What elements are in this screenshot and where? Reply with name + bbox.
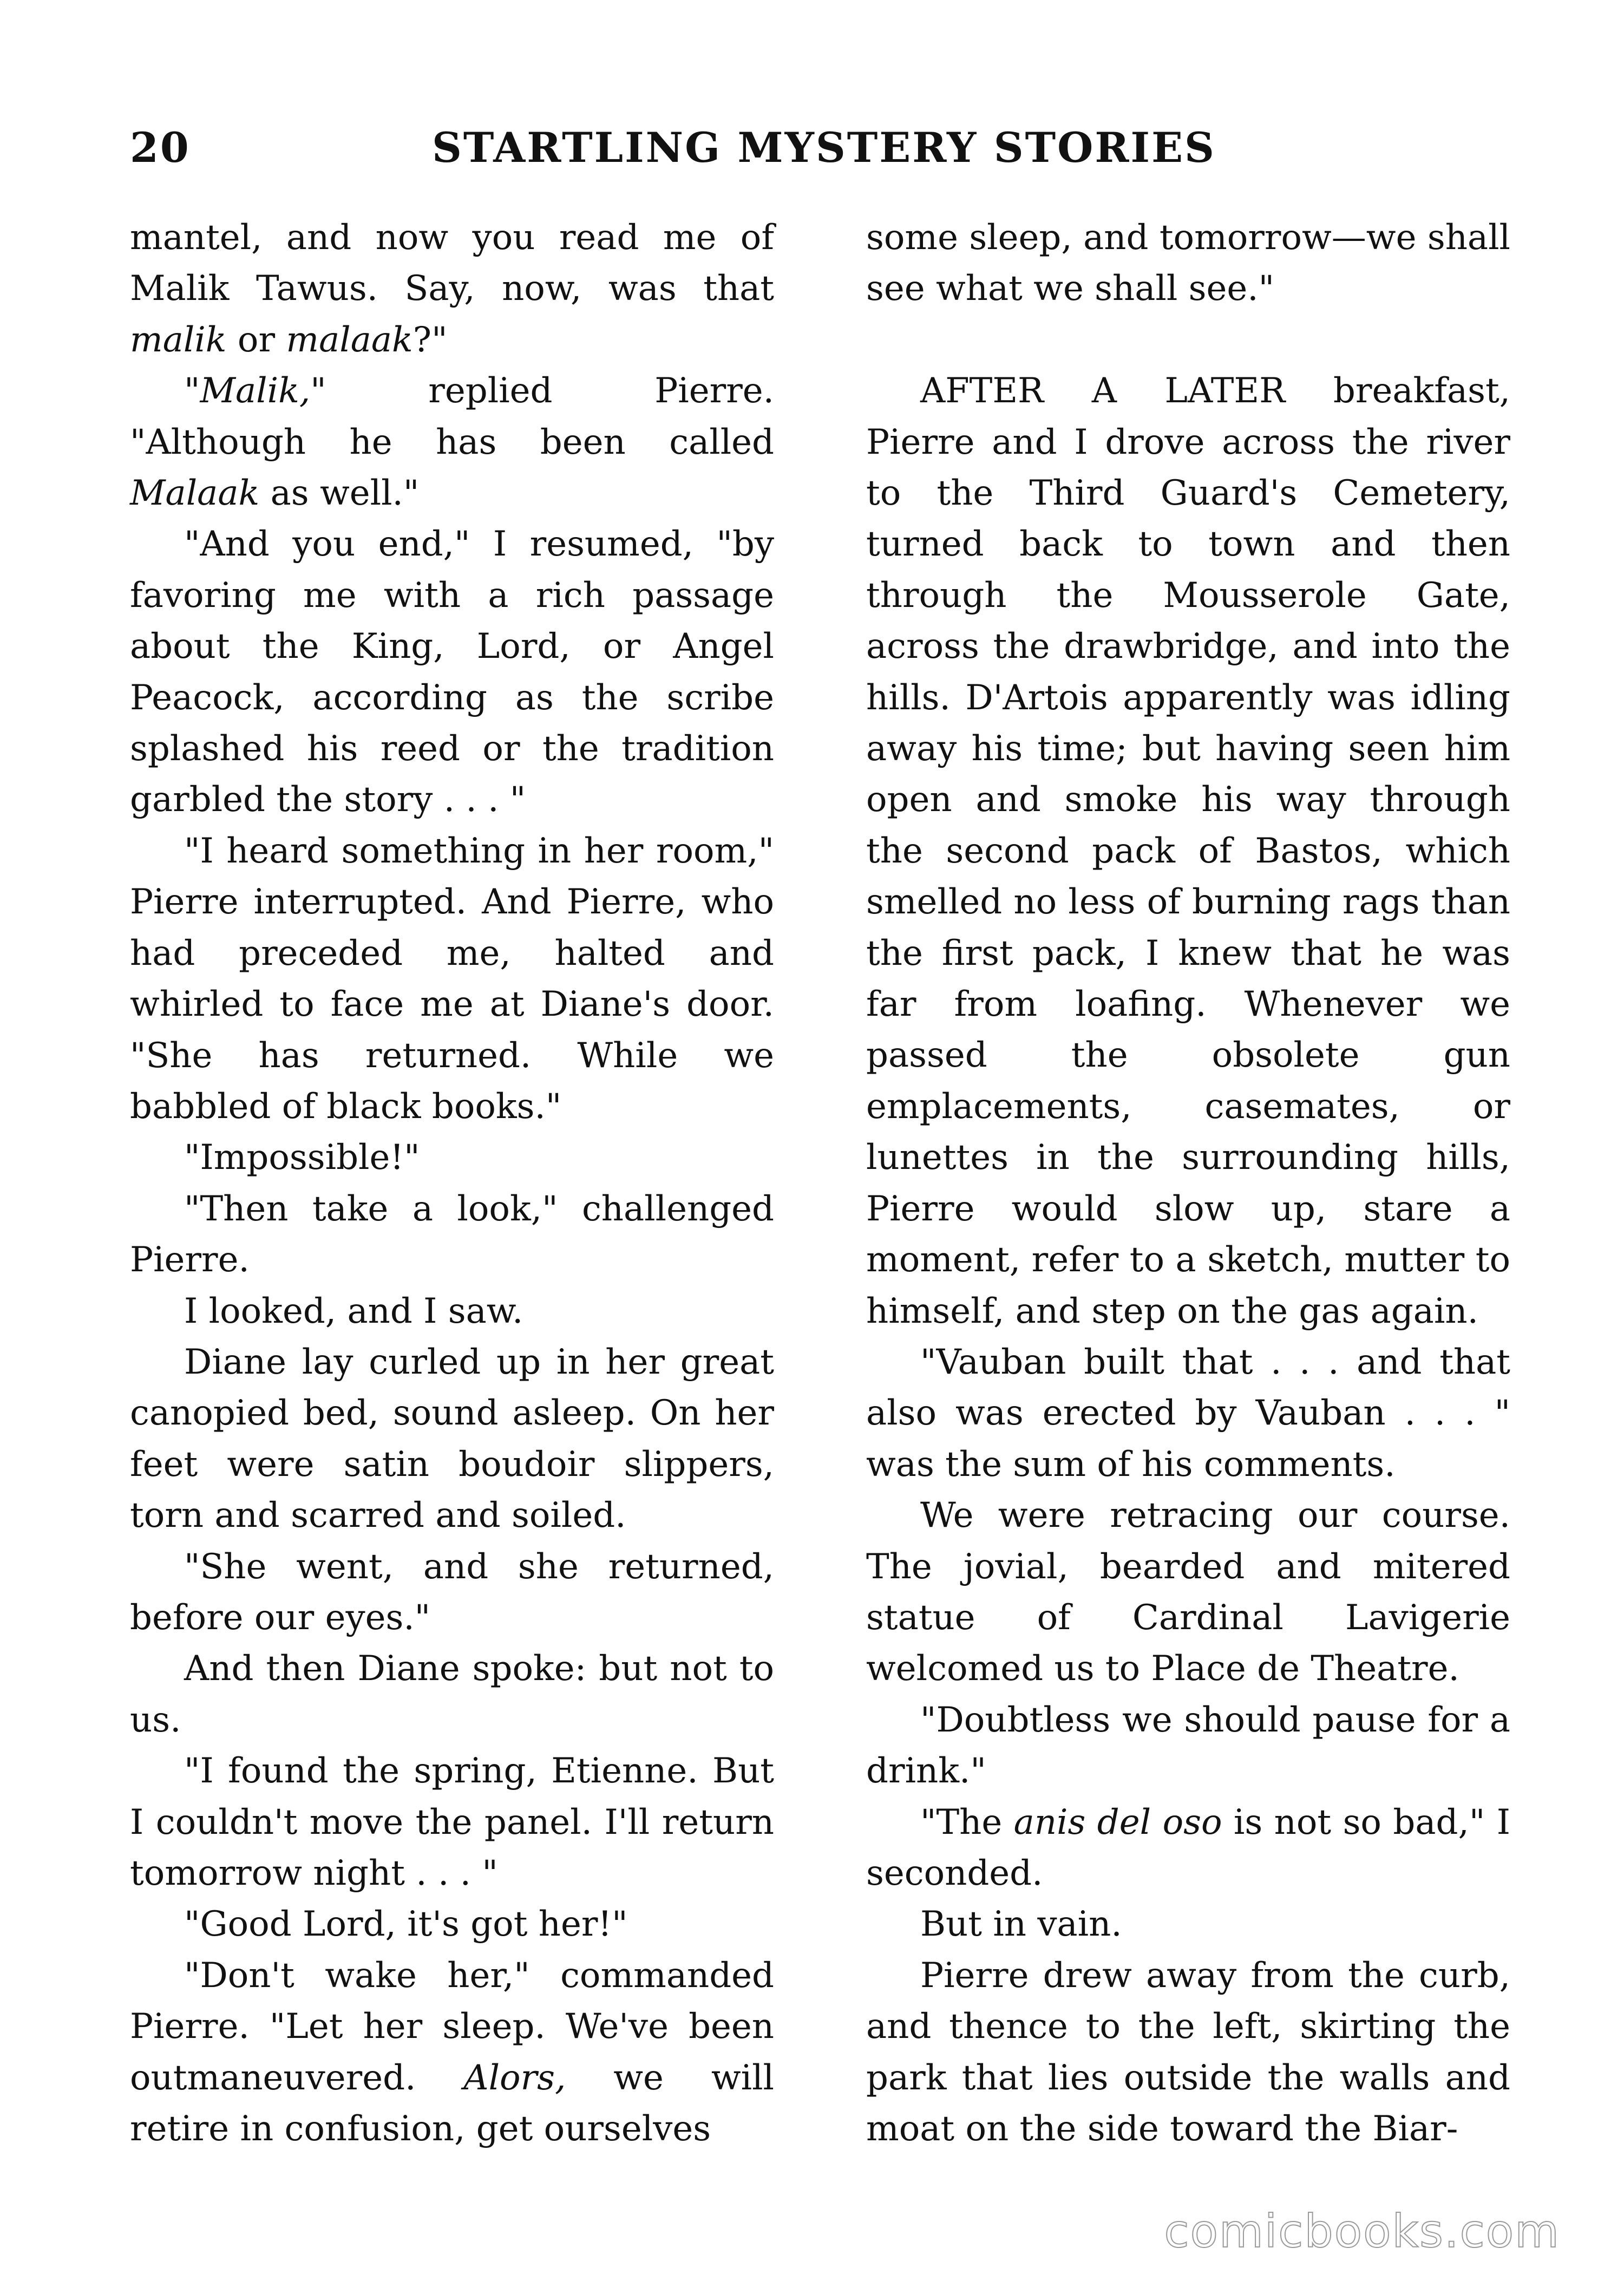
paragraph: "Malik," replied Pierre. "Although he has been called Malaak as well." bbox=[130, 371, 774, 514]
paragraph: I looked, and I saw. bbox=[184, 1291, 523, 1331]
watermark: comicbooks.com bbox=[1164, 2205, 1560, 2258]
paragraph: "I heard something in her room," Pierre interrupted. And Pierre, who had preceded me, halted and whirled to face me at Diane's door. "She has returned. While we babbled of black books." bbox=[130, 831, 774, 1127]
paragraph: Diane lay curled up in her great canopied bed, sound asleep. On her feet were satin boudoir slippers, torn and scarred and soiled. bbox=[130, 1342, 774, 1536]
paragraph: "Doubtless we should pause for a drink." bbox=[866, 1700, 1510, 1792]
paragraph: "Good Lord, it's got her!" bbox=[184, 1904, 628, 1945]
left-column bbox=[130, 212, 774, 2154]
paragraph: "Don't wake her," commanded Pierre. "Let her sleep. We've been outmaneuvered. Alors, we will retire in confusion, get ourselves bbox=[130, 1955, 774, 2149]
paragraph: "Then take a look," challenged Pierre. bbox=[130, 1188, 774, 1280]
paragraph: "I found the spring, Etienne. But I couldn't move the panel. I'll return tomorrow night . . . " bbox=[130, 1751, 774, 1893]
page-number: 20 bbox=[130, 123, 191, 172]
paragraph: But in vain. bbox=[920, 1904, 1122, 1945]
running-title: STARTLING MYSTERY STORIES bbox=[432, 123, 1216, 172]
paragraph: "And you end," I resumed, "by favoring me with a rich passage about the King, Lord, or Angel Peacock, according as the scribe splashed his reed or the tradition garbled the story . . . " bbox=[130, 524, 774, 820]
paragraph: "The anis del oso is not so bad," I seconded. bbox=[866, 1802, 1511, 1893]
paragraph: "Impossible!" bbox=[184, 1138, 420, 1178]
paragraph: "She went, and she returned, before our eyes." bbox=[130, 1546, 774, 1638]
paragraph: mantel, and now you read me of Malik Tawus. Say, now, was that malik or malaak?" bbox=[130, 218, 774, 360]
paragraph: "Vauban built that . . . and that also was erected by Vauban . . . " was the sum of his comments. bbox=[866, 1342, 1510, 1485]
right-column bbox=[866, 212, 1510, 2154]
paragraph: We were retracing our course. The jovial, bearded and mitered statue of Cardinal Lavigerie welcomed us to Place de Theatre. bbox=[866, 1495, 1510, 1689]
paragraph: some sleep, and tomorrow—we shall see what we shall see." bbox=[866, 218, 1510, 309]
page-header bbox=[130, 123, 1510, 188]
section-opening-paragraph: AFTER A LATER breakfast, Pierre and I drove across the river to the Third Guard's Cemetery, turned back to town and then through the Mousserole Gate, across the drawbridge, and into the hills. D'Artois apparently was idling away his time; but having seen him open and smoke his way through the second pack of Bastos, which smelled no less of burning rags than the first pack, I knew that he was far from loafing. Whenever we passed the obsolete gun emplacements, casemates, or lunettes in the surrounding hills, Pierre would slow up, stare a moment, refer to a sketch, mutter to himself, and step on the gas again. bbox=[866, 371, 1510, 1331]
paragraph: Pierre drew away from the curb, and thence to the left, skirting the park that lies outside the walls and moat on the side toward the Biar- bbox=[866, 1955, 1510, 2149]
paragraph: And then Diane spoke: but not to us. bbox=[130, 1649, 774, 1740]
